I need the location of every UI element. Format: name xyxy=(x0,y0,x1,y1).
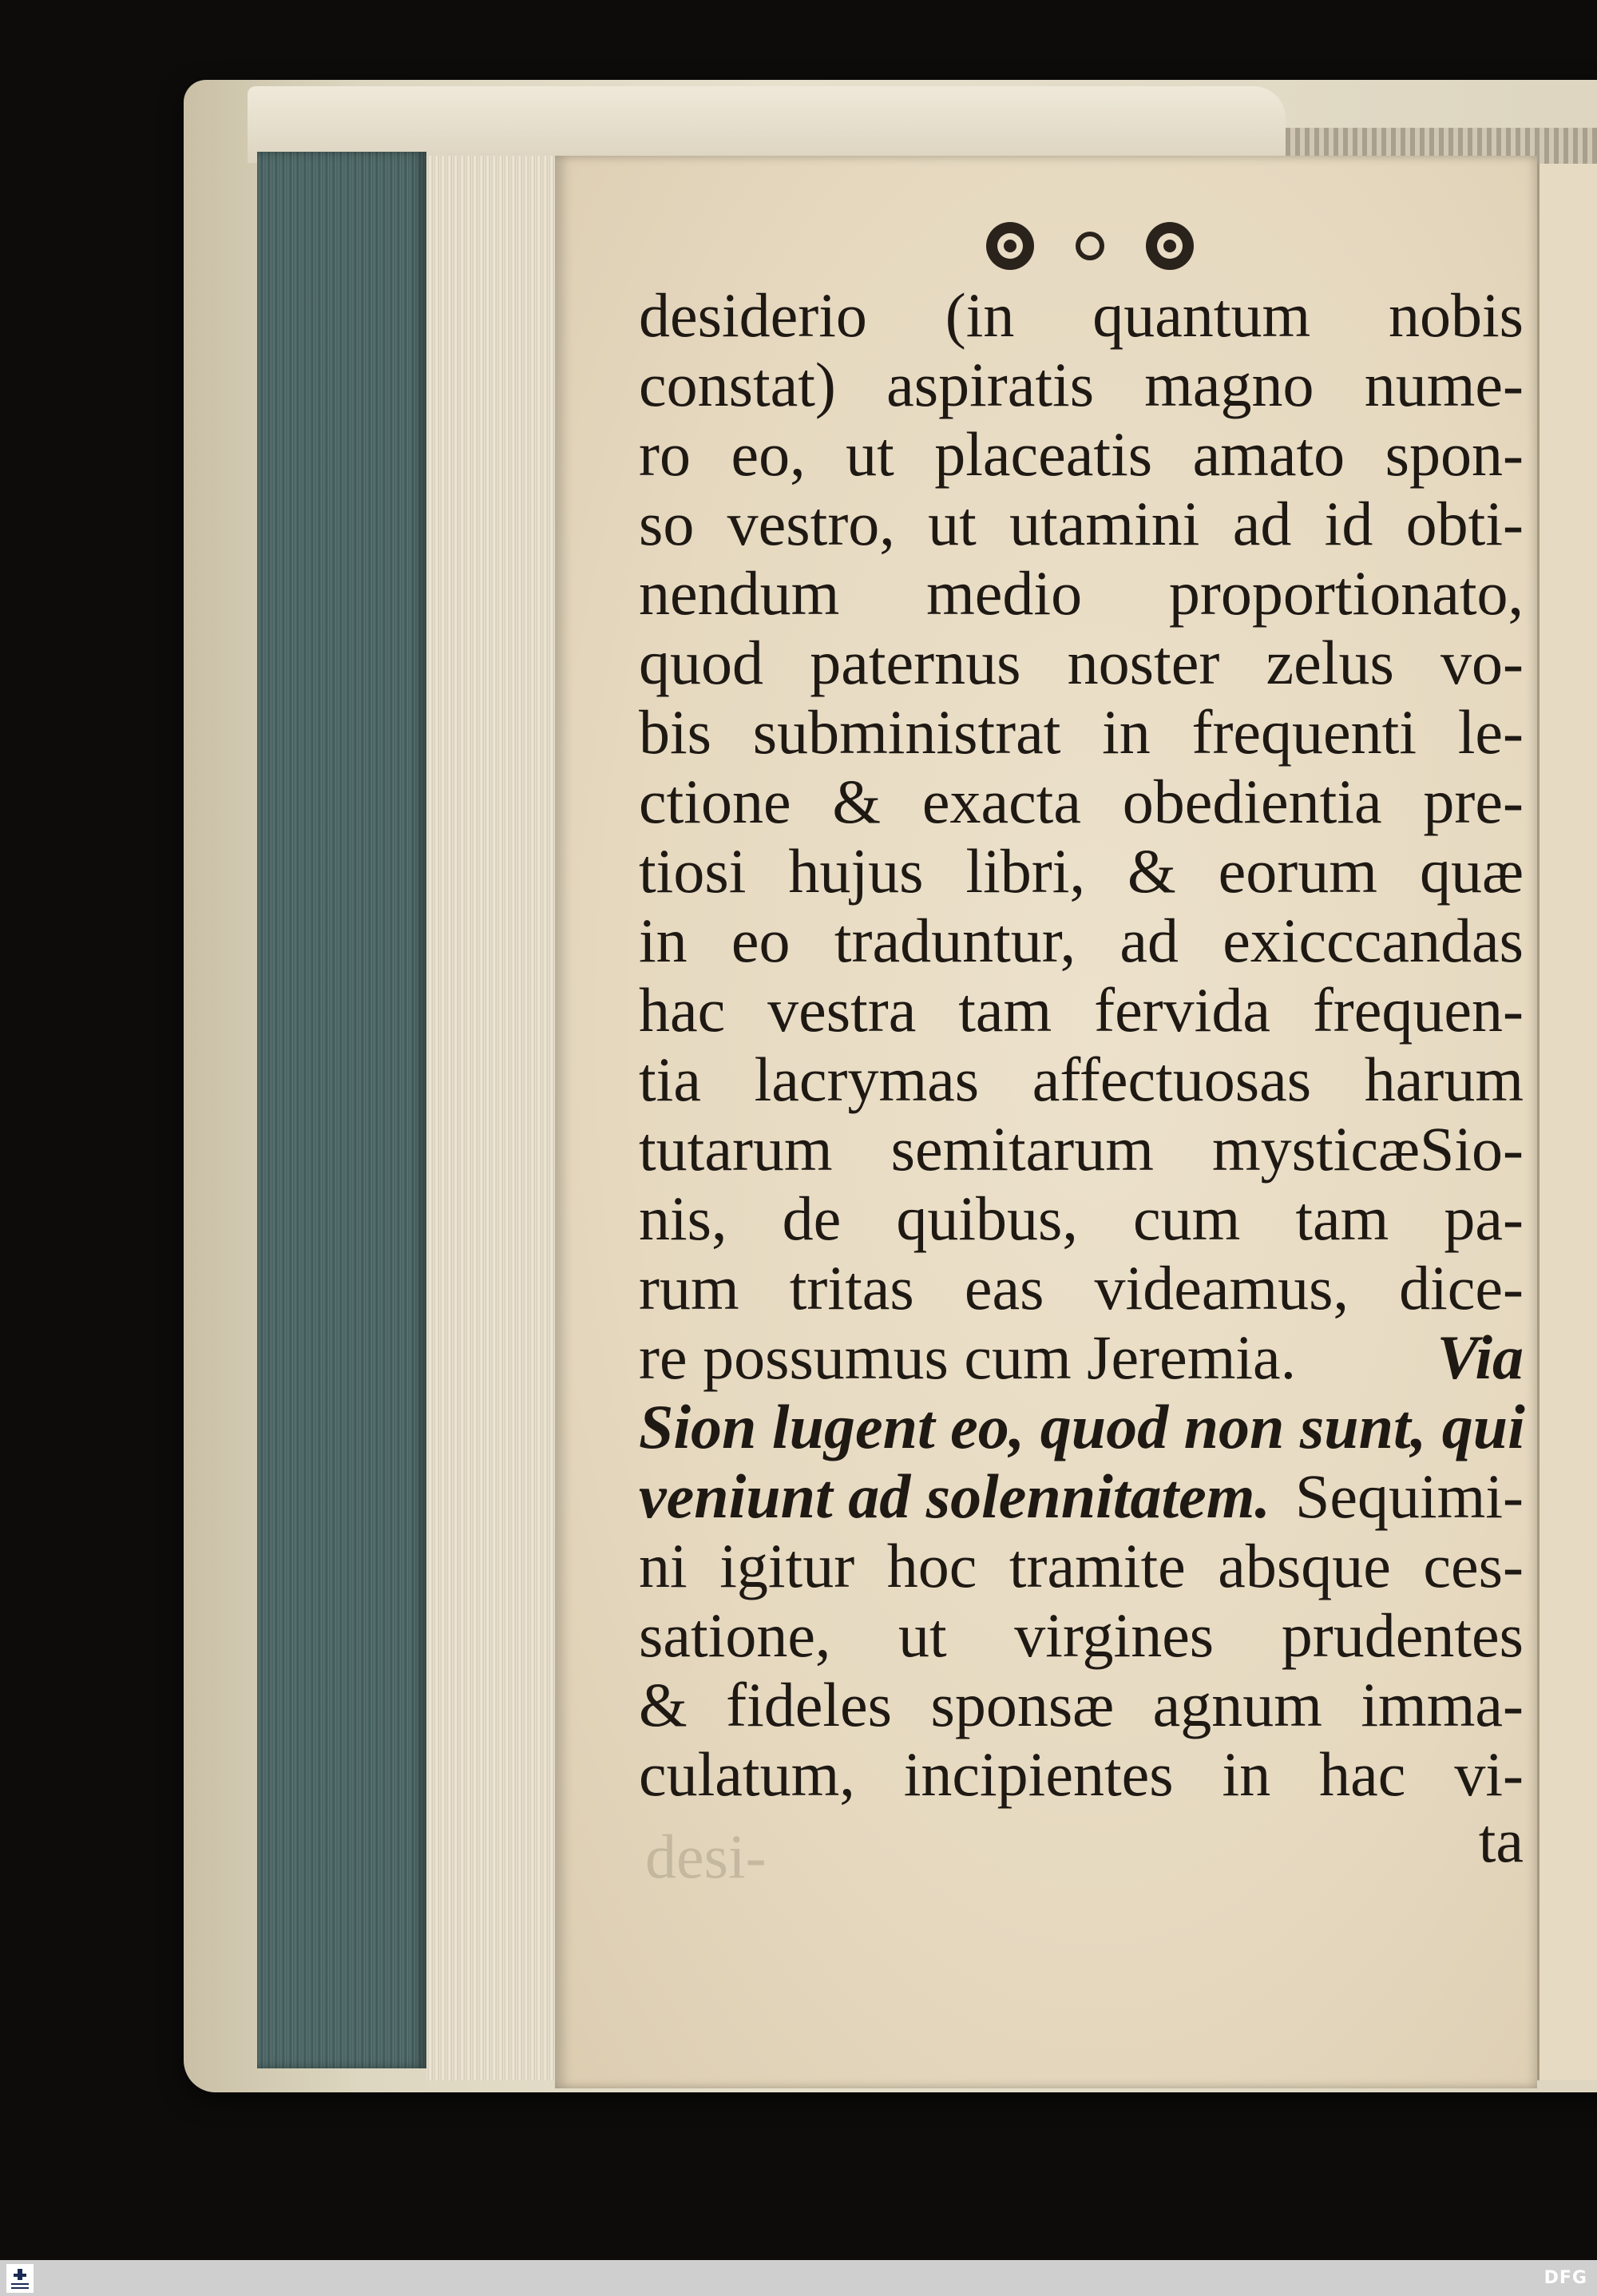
text-line: nendum medio proportionato, xyxy=(639,558,1524,628)
text-line: in eo traduntur, ad exicccandas xyxy=(639,906,1524,975)
text-line xyxy=(639,1461,1524,1533)
text-line: desiderio (in quantum nobis xyxy=(639,280,1524,350)
text-line: satione, ut virgines prudentes xyxy=(639,1600,1524,1670)
text-line: ctione & exacta obedientia pre- xyxy=(639,767,1524,836)
library-logo-icon xyxy=(6,2264,34,2293)
text-italic: Via xyxy=(1437,1322,1524,1392)
text-line: hac vestra tam fervida frequen- xyxy=(639,975,1524,1045)
text-line: ni igitur hoc tramite absque ces- xyxy=(639,1531,1524,1600)
page-edge-colored xyxy=(257,152,426,2068)
text-line xyxy=(639,1322,1524,1394)
text-line: quod paternus noster zelus vo- xyxy=(639,628,1524,697)
text-line: & fideles sponsæ agnum imma- xyxy=(639,1670,1524,1739)
flower-ornament-icon xyxy=(978,214,1202,278)
text-line: tutarum semitarum mysticæSio- xyxy=(639,1114,1524,1184)
text-line-italic: Sion lugent eo, quod non sunt, qui xyxy=(639,1392,1525,1461)
text-line: bis subministrat in frequenti le- xyxy=(639,697,1524,767)
dfg-logo: DFG xyxy=(1544,2268,1587,2288)
text-line: tia lacrymas affectuosas harum xyxy=(639,1045,1524,1114)
viewer-footer xyxy=(0,2260,1597,2296)
text-line: culatum, incipientes in hac vi- xyxy=(639,1739,1524,1809)
showthrough-text: desi- xyxy=(645,1822,767,1891)
facing-page xyxy=(1537,164,1597,2080)
text-roman: re possumus cum Jeremia. xyxy=(639,1322,1297,1392)
text-line: tiosi hujus libri, & eorum quæ xyxy=(639,836,1524,906)
text-line: nis, de quibus, cum tam pa- xyxy=(639,1184,1524,1253)
text-italic: veniunt ad solennitatem. xyxy=(639,1461,1270,1531)
text-line: ro eo, ut placeatis amato spon- xyxy=(639,419,1524,489)
text-line: so vestro, ut utamini ad id obti- xyxy=(639,489,1524,558)
text-roman: Sequimi- xyxy=(1295,1461,1524,1531)
catchword: ta xyxy=(1478,1806,1524,1875)
text-line: rum tritas eas videamus, dice- xyxy=(639,1253,1524,1322)
page-stack xyxy=(426,156,566,2080)
text-line: constat) aspiratis magno nume- xyxy=(639,350,1524,419)
